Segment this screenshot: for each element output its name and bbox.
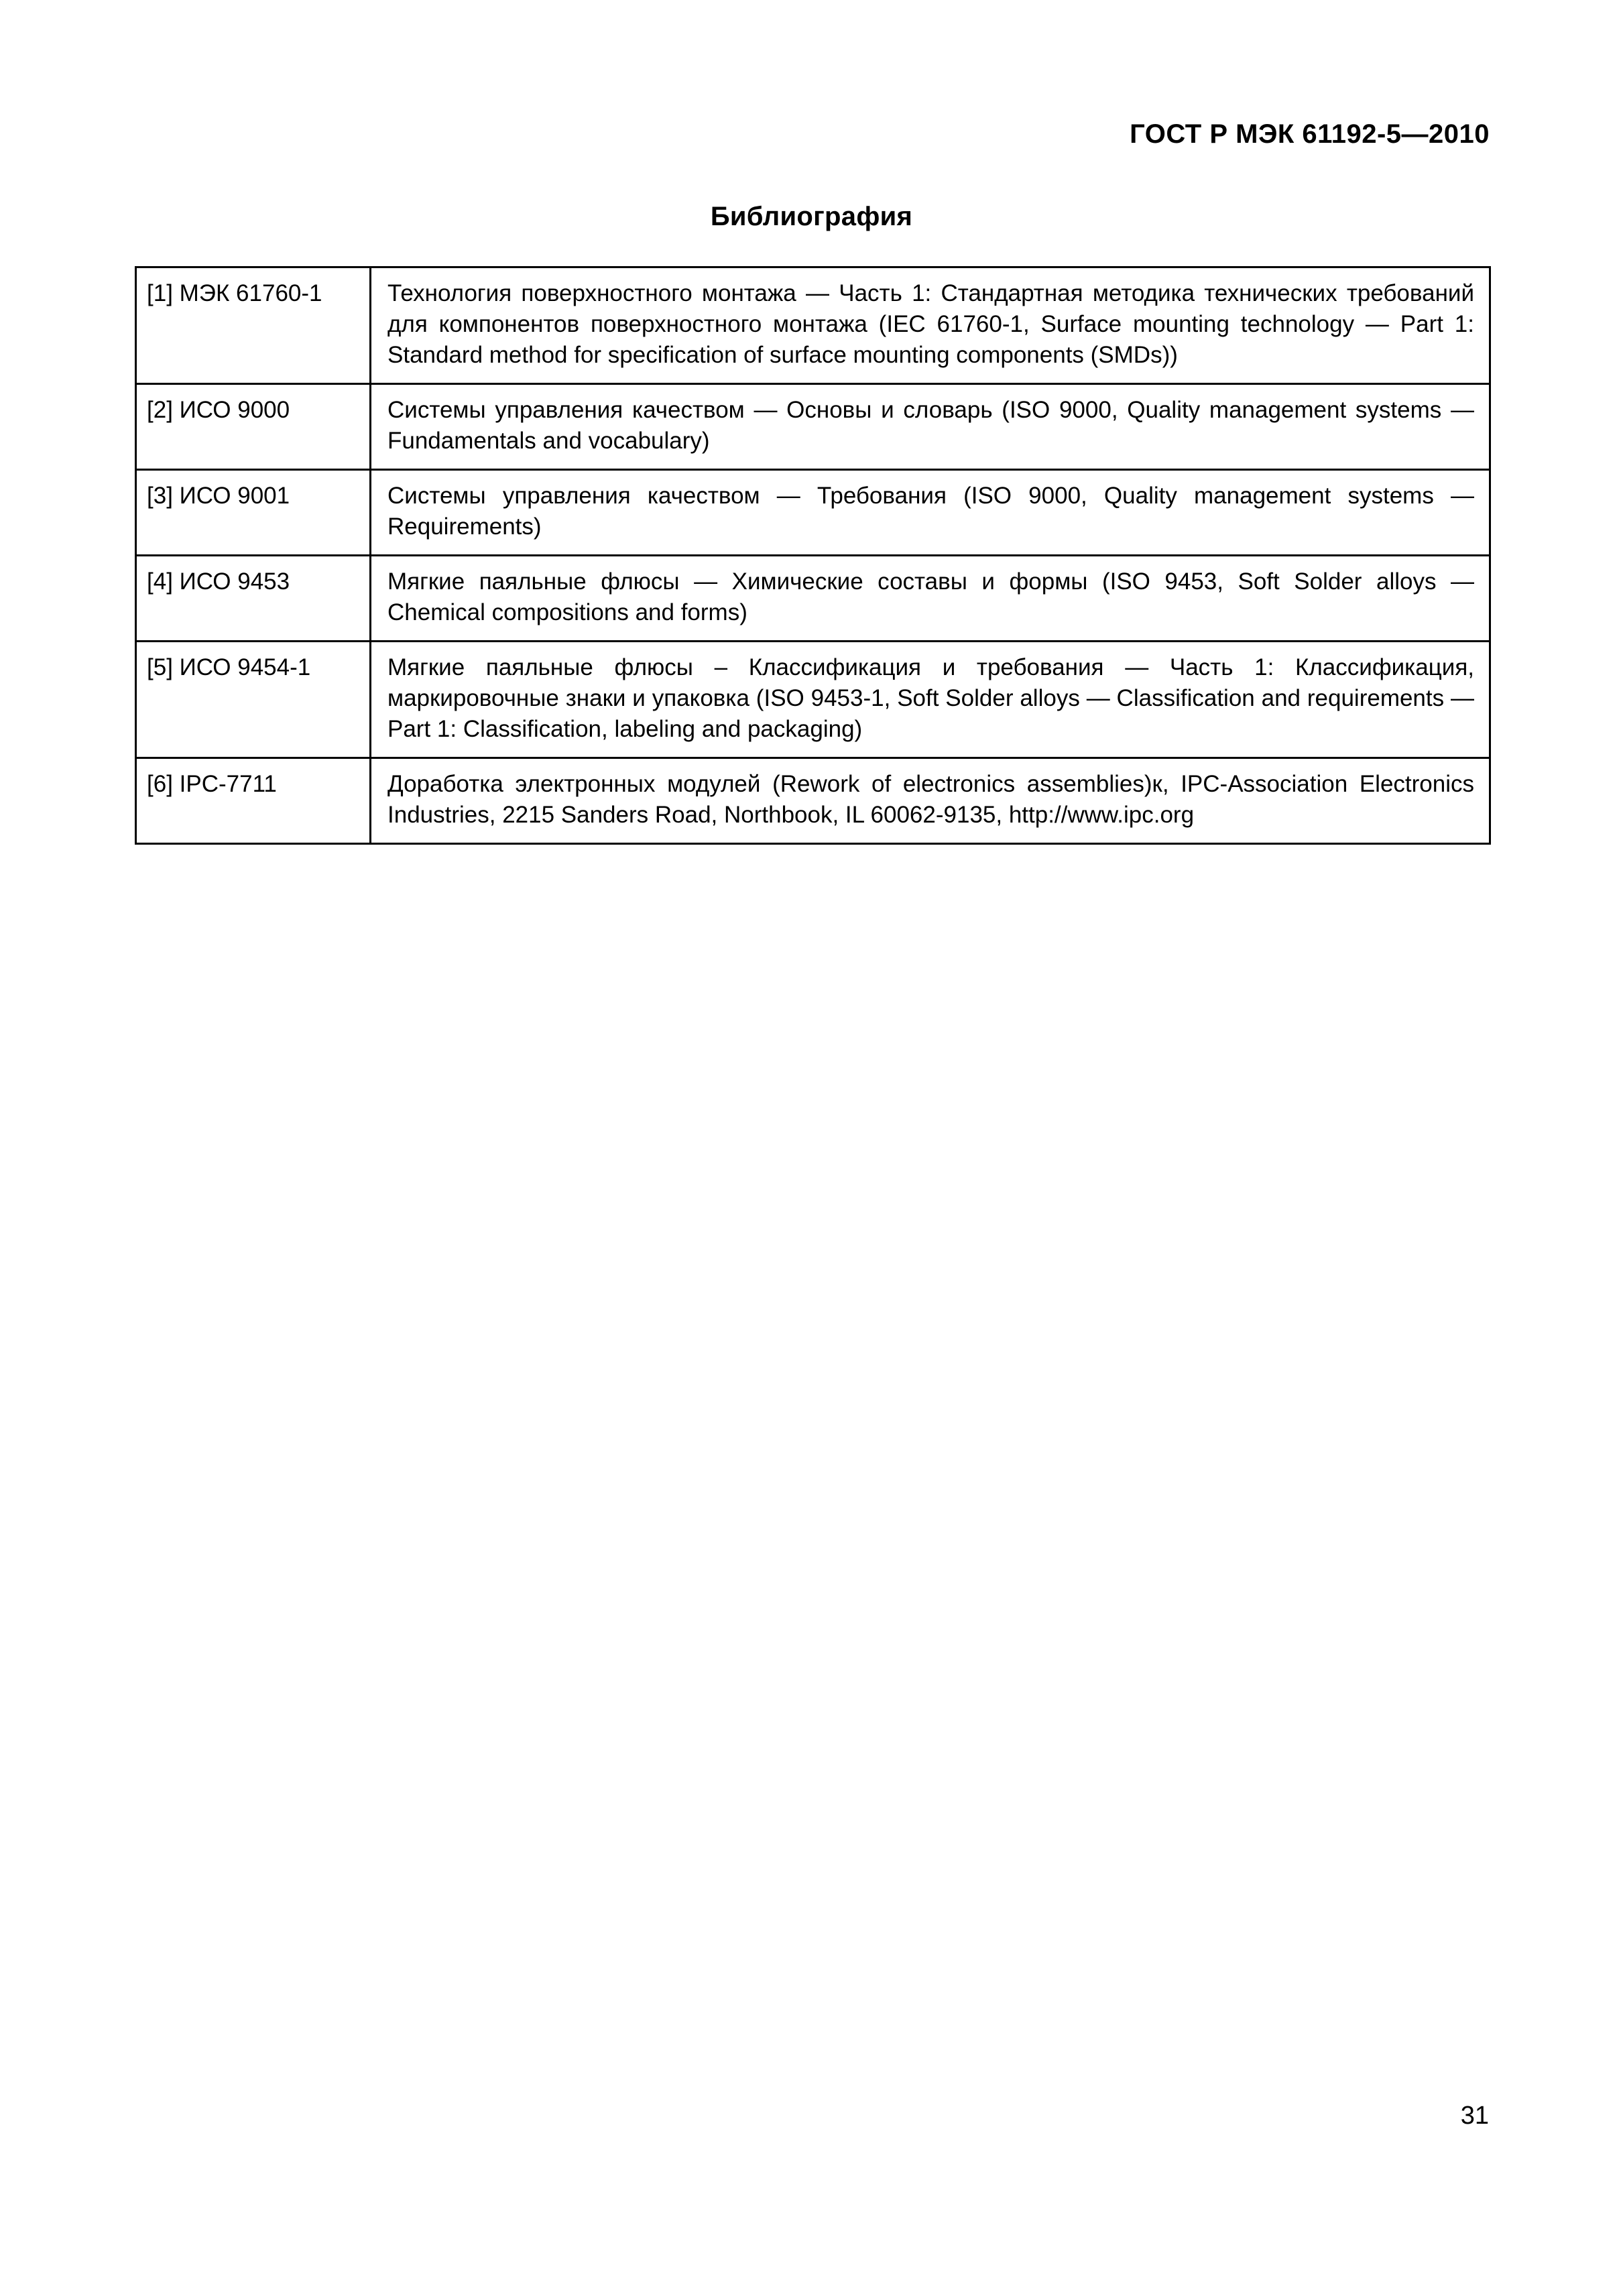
bibliography-description: Технология поверхностного монтажа — Часть 1: Стандартная методика технических требований для компонентов поверхностного монтажа (IEC 61760-1, Surface mounting technology — Part 1: Standard method for specification of surface mounting components (SMDs)) xyxy=(387,280,1474,368)
bibliography-table xyxy=(135,266,1491,845)
bibliography-row-6 xyxy=(137,759,1489,843)
bibliography-row-2 xyxy=(137,385,1489,471)
bibliography-description: Мягкие паяльные флюсы – Классификация и требования — Часть 1: Классификация, маркировочные знаки и упаковка (ISO 9453-1, Soft Solder alloys — Classification and requirements — Part 1: Classification, labeling and packaging) xyxy=(387,654,1474,742)
bibliography-ref: [6] IPC-7711 xyxy=(137,759,371,843)
bibliography-row-4 xyxy=(137,556,1489,642)
bibliography-description: Мягкие паяльные флюсы — Химические составы и формы (ISO 9453, Soft Solder alloys — Chemical compositions and forms) xyxy=(387,568,1474,625)
section-title: Библиография xyxy=(710,202,913,231)
bibliography-ref: [5] ИСО 9454-1 xyxy=(137,642,371,757)
bibliography-ref: [1] МЭК 61760-1 xyxy=(137,268,371,383)
bibliography-ref: [2] ИСО 9000 xyxy=(137,385,371,469)
bibliography-description: Доработка электронных модулей (Rework of electronics assemblies)к, IPC-Association Electronics Industries, 2215 Sanders Road, Northbook, IL 60062-9135, http://www.ipc.org xyxy=(387,771,1474,828)
bibliography-row-3 xyxy=(137,471,1489,556)
bibliography-ref: [4] ИСО 9453 xyxy=(137,556,371,640)
document-header: ГОСТ Р МЭК 61192-5—2010 xyxy=(1130,119,1490,149)
bibliography-row-1 xyxy=(137,268,1489,385)
page-number: 31 xyxy=(1460,2102,1489,2130)
bibliography-row-5 xyxy=(137,642,1489,759)
bibliography-description: Системы управления качеством — Основы и словарь (ISO 9000, Quality management systems — Fundamentals and vocabulary) xyxy=(387,397,1474,454)
bibliography-ref: [3] ИСО 9001 xyxy=(137,471,371,554)
bibliography-description: Системы управления качеством — Требования (ISO 9000, Quality management systems — Requirements) xyxy=(387,483,1474,540)
